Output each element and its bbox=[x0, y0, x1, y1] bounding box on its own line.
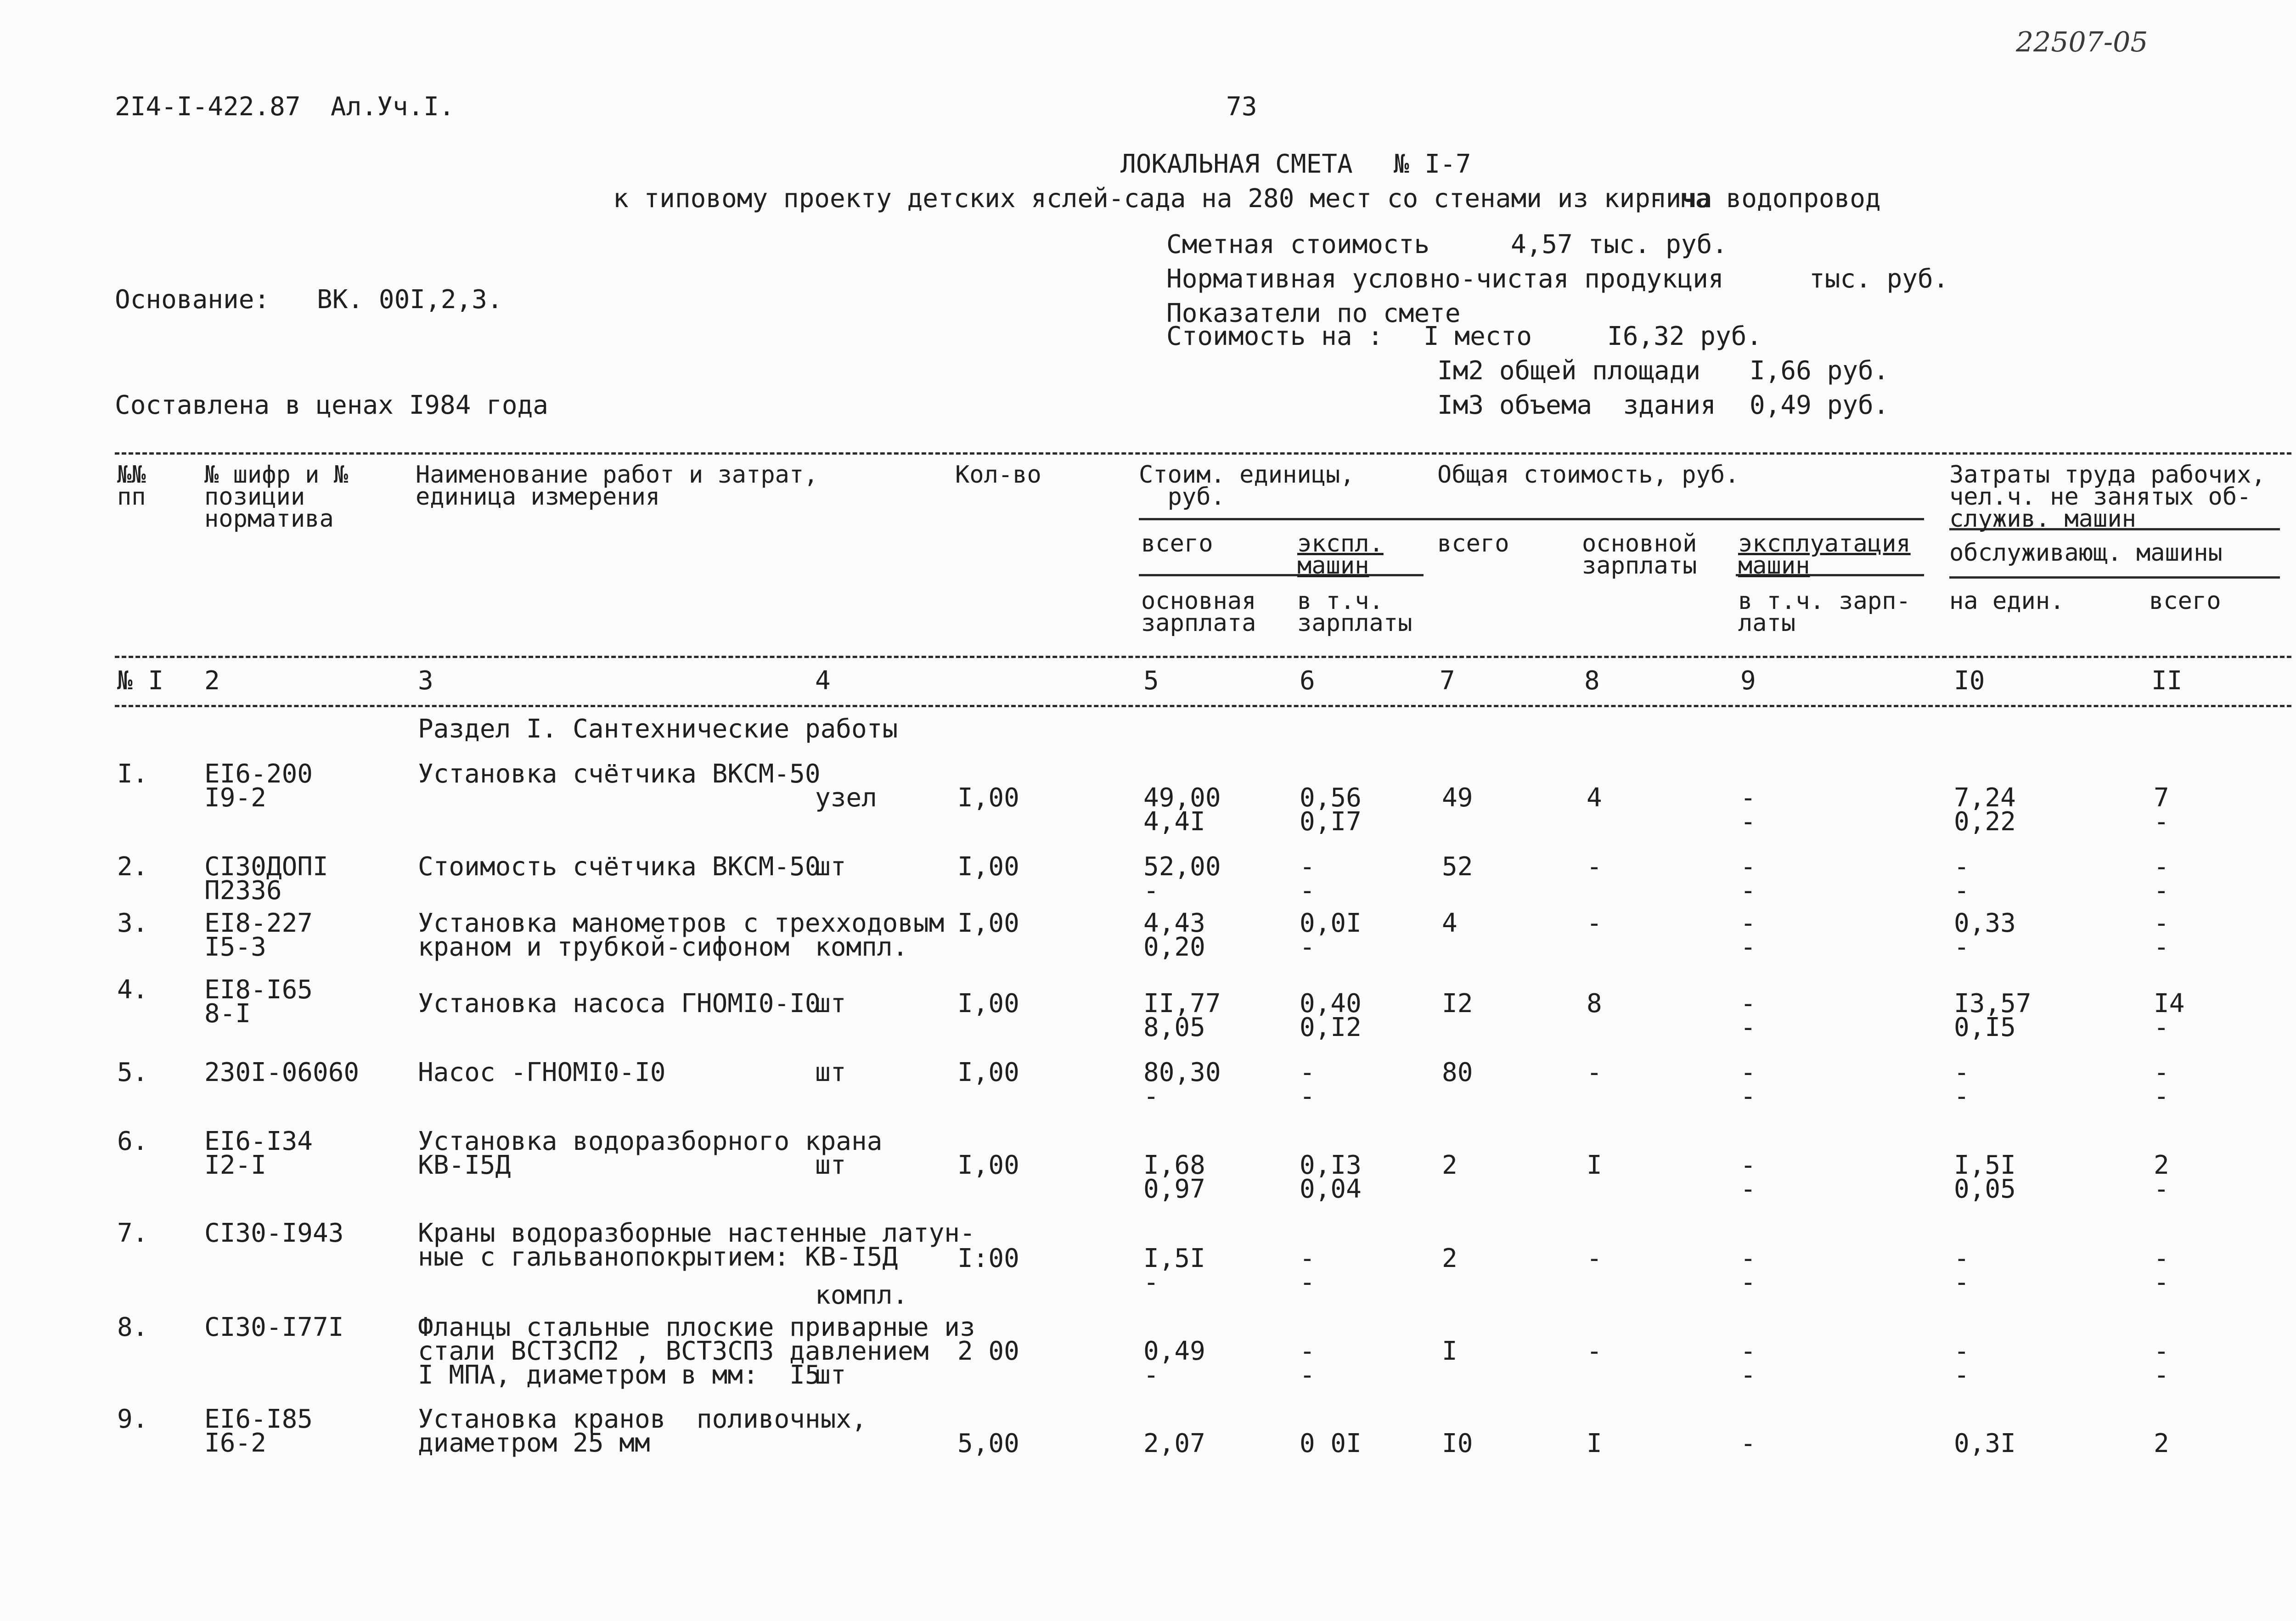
row-qty: I,00 bbox=[957, 989, 1019, 1019]
row-name: Насос -ГНОМI0-I0 bbox=[418, 1058, 666, 1087]
row-code: CI30ДОПI П2336 bbox=[204, 852, 328, 906]
row-total: 4 bbox=[1442, 908, 1458, 938]
row-unit: компл. bbox=[815, 932, 908, 962]
row-labour-total: - - bbox=[2154, 1244, 2169, 1297]
col-header-incl-wage: в т.ч. зарп- латы bbox=[1738, 587, 1911, 637]
col-number: 8 bbox=[1584, 666, 1600, 696]
row-total: 52 bbox=[1442, 852, 1473, 882]
cost-label: Сметная стоимость bbox=[1166, 230, 1430, 259]
row-name: Установка счётчика ВКСМ-50 bbox=[418, 759, 821, 789]
per-m2-value: I,66 руб. bbox=[1750, 356, 1889, 386]
row-total: 49 bbox=[1442, 783, 1473, 813]
col-number: 5 bbox=[1143, 666, 1159, 696]
row-wage: I bbox=[1587, 1429, 1602, 1458]
col-header-name: Наименование работ и затрат, единица измерения bbox=[416, 461, 818, 511]
col-header-qty: Кол-во bbox=[955, 461, 1041, 489]
cost-value: 4,57 тыс. руб. bbox=[1511, 230, 1728, 259]
col-number: 7 bbox=[1440, 666, 1455, 696]
row-labour-unit: 7,24 0,22 bbox=[1954, 783, 2016, 837]
row-qty: 5,00 bbox=[957, 1429, 1019, 1458]
per-place-label: I место bbox=[1424, 321, 1532, 351]
col-number: 6 bbox=[1300, 666, 1315, 696]
row-wage: - bbox=[1587, 1336, 1602, 1366]
col-number: 3 bbox=[418, 666, 433, 696]
col-header-unit-total: всего bbox=[1141, 530, 1213, 557]
row-unit-machines: 0 0I bbox=[1300, 1429, 1362, 1458]
row-number: 8. bbox=[117, 1312, 148, 1342]
document-subtitle: к типовому проекту детских яслей-сада на 280 мест со стенами из кирпича bbox=[613, 184, 1712, 214]
col-header-labour-total: всего bbox=[2149, 587, 2221, 615]
row-labour-unit: I3,57 0,I5 bbox=[1954, 989, 2032, 1042]
row-number: 2. bbox=[117, 852, 148, 882]
row-qty: I,00 bbox=[957, 852, 1019, 882]
row-unit: шт bbox=[815, 1150, 846, 1180]
row-qty: I,00 bbox=[957, 1150, 1019, 1180]
handwritten-archive-number: 22507-05 bbox=[2016, 26, 2148, 58]
row-qty: I,00 bbox=[957, 908, 1019, 938]
row-machines: - bbox=[1740, 1429, 1756, 1458]
row-number: 7. bbox=[117, 1218, 148, 1248]
row-wage: - bbox=[1587, 852, 1602, 882]
col-number: I0 bbox=[1954, 666, 1985, 696]
row-labour-unit: 0,3I bbox=[1954, 1429, 2016, 1458]
row-machines: - - bbox=[1740, 989, 1756, 1042]
row-labour-unit: - - bbox=[1954, 1336, 1970, 1390]
row-number: I. bbox=[117, 759, 148, 789]
row-unit-machines: - - bbox=[1300, 1244, 1315, 1297]
row-unit-machines: 0,I3 0,04 bbox=[1300, 1150, 1362, 1204]
row-code: EI6-I85 I6-2 bbox=[204, 1404, 313, 1458]
row-qty: I,00 bbox=[957, 1058, 1019, 1087]
header-subrule-cost bbox=[1139, 518, 1924, 520]
cost-per-label: Стоимость на : bbox=[1166, 321, 1384, 351]
row-unit-cost: 80,30 - bbox=[1143, 1058, 1221, 1111]
per-m3-label: Iм3 объема здания bbox=[1437, 390, 1716, 420]
row-labour-total: - - bbox=[2154, 1336, 2169, 1390]
column-numbers-rule bbox=[115, 705, 2291, 707]
row-unit-machines: 0,40 0,I2 bbox=[1300, 989, 1362, 1042]
row-total: 2 bbox=[1442, 1150, 1458, 1180]
row-total: 2 bbox=[1442, 1244, 1458, 1273]
prices-note: Составлена в ценах I984 года bbox=[115, 390, 549, 420]
header-subrule-serving bbox=[1949, 576, 2280, 579]
row-machines: - - bbox=[1740, 783, 1756, 837]
row-name: Стоимость счётчика ВКСМ-50 bbox=[418, 852, 821, 882]
row-unit-machines: 0,0I - bbox=[1300, 908, 1362, 962]
per-m3-value: 0,49 руб. bbox=[1750, 390, 1889, 420]
col-number: 2 bbox=[204, 666, 220, 696]
row-machines: - - bbox=[1740, 1336, 1756, 1390]
row-machines: - - bbox=[1740, 852, 1756, 906]
row-wage: - bbox=[1587, 1244, 1602, 1273]
row-name: Установка насоса ГНОМI0-I0 bbox=[418, 989, 821, 1019]
row-number: 9. bbox=[117, 1404, 148, 1434]
col-number: 4 bbox=[815, 666, 831, 696]
col-header-code: № шифр и № позиции норматива bbox=[204, 461, 349, 533]
row-unit-cost: II,77 8,05 bbox=[1143, 989, 1221, 1042]
row-labour-unit: - - bbox=[1954, 1244, 1970, 1297]
row-wage: - bbox=[1587, 908, 1602, 938]
row-number: 6. bbox=[117, 1126, 148, 1156]
row-labour-unit: 0,33 - bbox=[1954, 908, 2016, 962]
row-qty: 2 00 bbox=[957, 1336, 1019, 1366]
col-header-unit-machines: экспл. машин bbox=[1297, 530, 1384, 580]
estimate-number: № I-7 bbox=[1394, 149, 1471, 179]
row-unit-machines: - - bbox=[1300, 1336, 1315, 1390]
row-labour-unit: - - bbox=[1954, 852, 1970, 906]
row-code: 230I-06060 bbox=[204, 1058, 360, 1087]
row-unit-machines: - - bbox=[1300, 1058, 1315, 1111]
row-unit: шт bbox=[815, 1360, 846, 1390]
basis-value: ВК. 00I,2,3. bbox=[317, 285, 503, 315]
row-total: I0 bbox=[1442, 1429, 1473, 1458]
per-m2-label: Iм2 общей площади bbox=[1437, 356, 1701, 386]
row-unit-machines: - - bbox=[1300, 852, 1315, 906]
row-code: EI8-I65 8-I bbox=[204, 975, 313, 1029]
col-header-number: №№ пп bbox=[117, 461, 146, 511]
row-unit-cost: 49,00 4,4I bbox=[1143, 783, 1221, 837]
per-place-value: I6,32 руб. bbox=[1607, 321, 1762, 351]
row-code: CI30-I943 bbox=[204, 1218, 344, 1248]
row-wage: 4 bbox=[1587, 783, 1602, 813]
row-labour-total: - - bbox=[2154, 908, 2169, 962]
page-number: 73 bbox=[1226, 92, 1257, 122]
subtitle-suffix: - на водопровод bbox=[1649, 184, 1881, 214]
row-wage: - bbox=[1587, 1058, 1602, 1087]
row-number: 5. bbox=[117, 1058, 148, 1087]
row-code: EI8-227 I5-3 bbox=[204, 908, 313, 962]
col-header-unit-incl-wage: в т.ч. зарплаты bbox=[1297, 587, 1412, 637]
row-total: I bbox=[1442, 1336, 1458, 1366]
row-machines: - - bbox=[1740, 1058, 1756, 1111]
row-unit-cost: I,68 0,97 bbox=[1143, 1150, 1205, 1204]
col-header-base-wage: основной зарплаты bbox=[1582, 530, 1697, 580]
ncp-label: Нормативная условно-чистая продукция bbox=[1166, 264, 1724, 294]
row-unit-cost: 0,49 - bbox=[1143, 1336, 1205, 1390]
document-code: 2I4-I-422.87 bbox=[115, 92, 301, 122]
row-unit: компл. bbox=[815, 1280, 908, 1310]
document-title: ЛОКАЛЬНАЯ СМЕТА bbox=[1120, 149, 1353, 179]
row-code: EI6-200 I9-2 bbox=[204, 759, 313, 813]
row-unit-cost: 52,00 - bbox=[1143, 852, 1221, 906]
row-name: Установка водоразборного крана КВ-I5Д bbox=[418, 1126, 883, 1180]
row-labour-total: - - bbox=[2154, 1058, 2169, 1111]
col-header-labour: Затраты труда рабочих, чел.ч. не занятых об- служив. машин bbox=[1949, 461, 2266, 533]
row-number: 4. bbox=[117, 975, 148, 1005]
row-labour-total: - - bbox=[2154, 852, 2169, 906]
row-name: Фланцы стальные плоские приварные из стали ВСТ3СП2 , ВСТ3СП3 давлением I МПА, диаметром в мм: I5 bbox=[418, 1312, 975, 1390]
col-number: № I bbox=[117, 666, 164, 696]
row-qty: I:00 bbox=[957, 1244, 1019, 1273]
row-unit: узел bbox=[815, 783, 877, 813]
basis-label: Основание: bbox=[115, 285, 270, 315]
col-header-unit-cost: Стоим. единицы, руб. bbox=[1139, 461, 1355, 511]
row-wage: 8 bbox=[1587, 989, 1602, 1019]
col-header-total-cost: Общая стоимость, руб. bbox=[1437, 461, 1739, 489]
row-total: 80 bbox=[1442, 1058, 1473, 1087]
col-header-per-unit: на един. bbox=[1949, 587, 2065, 615]
row-machines: - - bbox=[1740, 1150, 1756, 1204]
row-wage: I bbox=[1587, 1150, 1602, 1180]
row-machines: - - bbox=[1740, 908, 1756, 962]
col-header-unit-wage: основная зарплата bbox=[1141, 587, 1256, 637]
row-labour-unit: - - bbox=[1954, 1058, 1970, 1111]
row-labour-total: I4 - bbox=[2154, 989, 2185, 1042]
row-name: Установка манометров с трехходовым краном и трубкой-сифоном bbox=[418, 908, 945, 962]
col-header-serving-machines: обслуживающ. машины bbox=[1949, 539, 2223, 567]
row-labour-unit: I,5I 0,05 bbox=[1954, 1150, 2016, 1204]
row-labour-total: 2 - bbox=[2154, 1150, 2169, 1204]
ncp-unit: тыс. руб. bbox=[1809, 264, 1949, 294]
col-header-machine-operation: эксплуатация машин bbox=[1738, 530, 1911, 580]
row-name: Краны водоразборные настенные латун- ные с гальванопокрытием: КВ-I5Д bbox=[418, 1218, 975, 1272]
row-unit-cost: 4,43 0,20 bbox=[1143, 908, 1205, 962]
row-code: CI30-I77I bbox=[204, 1312, 344, 1342]
col-number: 9 bbox=[1740, 666, 1756, 696]
indicators-label: Показатели по смете bbox=[1166, 298, 1461, 328]
col-number: II bbox=[2151, 666, 2183, 696]
row-unit-machines: 0,56 0,I7 bbox=[1300, 783, 1362, 837]
row-qty: I,00 bbox=[957, 783, 1019, 813]
row-number: 3. bbox=[117, 908, 148, 938]
row-unit: шт bbox=[815, 1058, 846, 1087]
row-unit-cost: 2,07 bbox=[1143, 1429, 1205, 1458]
row-unit: шт bbox=[815, 989, 846, 1019]
row-code: EI6-I34 I2-I bbox=[204, 1126, 313, 1180]
album-label: Ал.Уч.I. bbox=[331, 92, 455, 122]
row-unit: шт bbox=[815, 852, 846, 882]
table-top-rule bbox=[115, 452, 2291, 455]
col-header-total: всего bbox=[1437, 530, 1509, 557]
header-bottom-rule bbox=[115, 656, 2291, 658]
row-machines: - - bbox=[1740, 1244, 1756, 1297]
row-labour-total: 2 bbox=[2154, 1429, 2169, 1458]
row-name: Установка кранов поливочных, диаметром 25 мм bbox=[418, 1404, 867, 1458]
row-total: I2 bbox=[1442, 989, 1473, 1019]
section-title: Раздел I. Сантехнические работы bbox=[418, 714, 898, 744]
row-unit-cost: I,5I - bbox=[1143, 1244, 1205, 1297]
row-labour-total: 7 - bbox=[2154, 783, 2169, 837]
